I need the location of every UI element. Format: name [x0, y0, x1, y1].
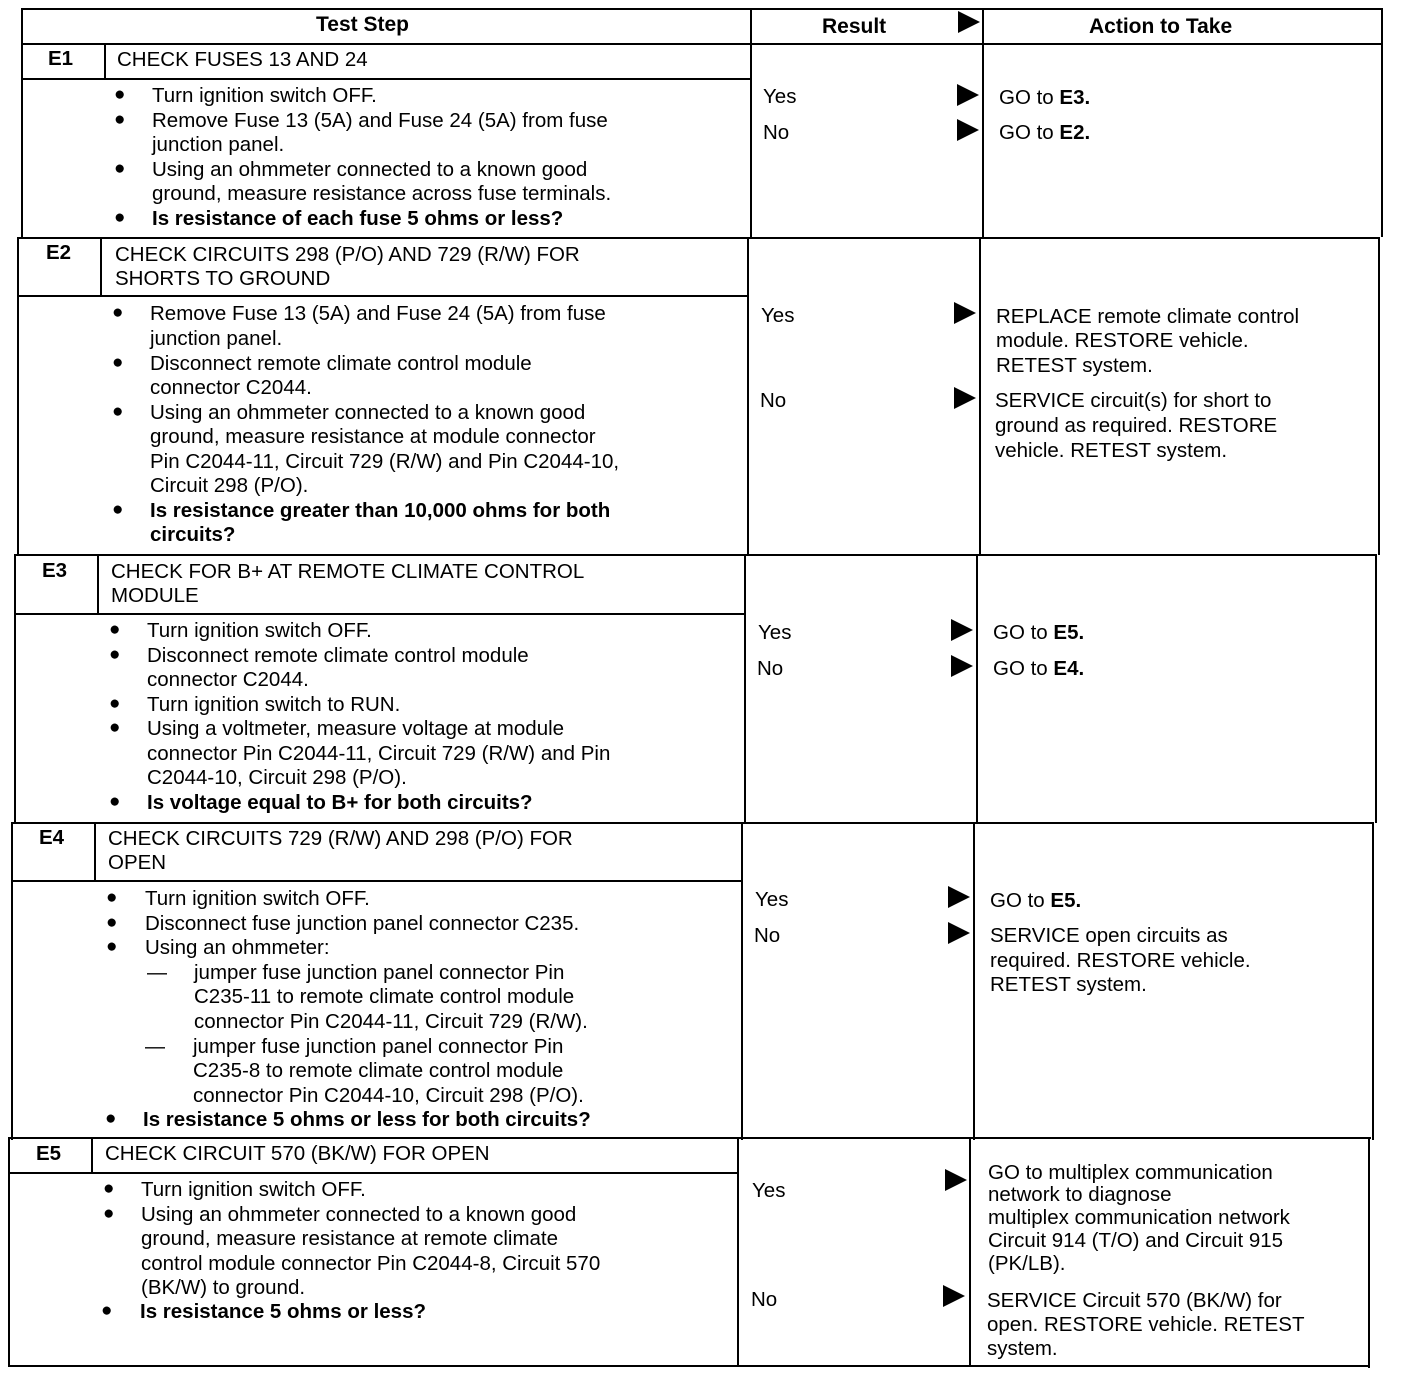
- table-right-border: [1378, 237, 1380, 555]
- title-underline: [8, 1172, 738, 1174]
- step-line: ground, measure resistance at module connector: [150, 425, 596, 448]
- bullet-icon: ●: [101, 1300, 113, 1321]
- action-line: module. RESTORE vehicle.: [996, 329, 1249, 352]
- step-question: Is resistance of each fuse 5 ohms or less?: [152, 207, 564, 230]
- step-id: E4: [39, 826, 65, 849]
- result-arrow-icon: [948, 886, 970, 908]
- result-arrow-icon: [951, 619, 973, 641]
- action-line: RETEST system.: [996, 354, 1153, 377]
- step-id-separator: [91, 1138, 93, 1173]
- bullet-icon: ●: [114, 109, 126, 130]
- result-yes: Yes: [761, 304, 795, 327]
- action-line: RETEST system.: [990, 973, 1147, 996]
- step-title: CHECK CIRCUIT 570 (BK/W) FOR OPEN: [105, 1142, 490, 1165]
- action-go-to-target: E3.: [1059, 86, 1091, 109]
- bullet-icon: ●: [112, 352, 124, 373]
- result-yes: Yes: [758, 621, 792, 644]
- bullet-icon: ●: [106, 912, 118, 933]
- result-arrow-icon: [954, 302, 976, 324]
- step-line: Turn ignition switch OFF.: [141, 1178, 366, 1201]
- step-line: C235-8 to remote climate control module: [193, 1059, 564, 1082]
- bullet-icon: ●: [109, 791, 121, 812]
- step-line: Turn ignition switch OFF.: [147, 619, 372, 642]
- step-line: connector Pin C2044-11, Circuit 729 (R/W) and Pin: [147, 742, 611, 765]
- result-column-separator: [741, 823, 743, 1140]
- action-line: vehicle. RETEST system.: [995, 439, 1228, 462]
- step-line: Disconnect fuse junction panel connector C235.: [145, 912, 580, 935]
- result-no: No: [754, 924, 781, 947]
- step-title: OPEN: [108, 851, 167, 874]
- step-id: E1: [48, 47, 74, 70]
- header-test-step: Test Step: [316, 13, 409, 36]
- step-line: Remove Fuse 13 (5A) and Fuse 24 (5A) from fuse: [152, 109, 608, 132]
- result-no: No: [757, 657, 784, 680]
- result-no: No: [760, 389, 787, 412]
- action-column-separator: [976, 555, 978, 823]
- action-go-to-target: E5.: [1053, 621, 1085, 644]
- action-go-to: [990, 889, 1081, 914]
- table-left-border: [17, 237, 19, 555]
- action-go-to-text: GO to: [993, 621, 1054, 644]
- step-title: CHECK CIRCUITS 298 (P/O) AND 729 (R/W) FOR: [115, 243, 580, 266]
- step-id-separator: [94, 823, 96, 881]
- step-line: connector Pin C2044-11, Circuit 729 (R/W).: [194, 1010, 588, 1033]
- table-right-border: [1381, 8, 1383, 237]
- action-go-to: [993, 657, 1084, 682]
- step-id: E3: [42, 559, 68, 582]
- step-line: Using a voltmeter, measure voltage at module: [147, 717, 565, 740]
- step-title: CHECK FOR B+ AT REMOTE CLIMATE CONTROL: [111, 560, 585, 583]
- step-question: Is resistance 5 ohms or less?: [140, 1300, 426, 1323]
- step-line: Disconnect remote climate control module: [150, 352, 532, 375]
- step-line: jumper fuse junction panel connector Pin: [193, 1035, 564, 1058]
- row-separator: [11, 822, 1374, 824]
- table-left-border: [11, 823, 13, 1140]
- action-line: REPLACE remote climate control: [996, 305, 1300, 328]
- action-line: GO to multiplex communication: [988, 1161, 1273, 1184]
- step-line: connector Pin C2044-10, Circuit 298 (P/O).: [193, 1084, 584, 1107]
- step-line: Disconnect remote climate control module: [147, 644, 529, 667]
- action-line: Circuit 914 (T/O) and Circuit 915: [988, 1229, 1284, 1252]
- result-arrow-icon: [945, 1169, 967, 1191]
- row-separator: [17, 237, 1380, 239]
- action-column-separator: [982, 8, 984, 237]
- bullet-icon: ●: [114, 84, 126, 105]
- header-bottom-border: [21, 43, 1383, 45]
- action-line: required. RESTORE vehicle.: [990, 949, 1251, 972]
- bullet-icon: ●: [109, 693, 121, 714]
- step-line: Using an ohmmeter connected to a known good: [150, 401, 586, 424]
- step-line: control module connector Pin C2044-8, Circuit 570: [141, 1252, 601, 1275]
- table-top-border: [21, 8, 1383, 10]
- result-arrow-icon: [951, 655, 973, 677]
- result-column-separator: [744, 555, 746, 823]
- result-arrow-icon: [943, 1285, 965, 1307]
- action-go-to: [999, 121, 1090, 146]
- bullet-icon: ●: [109, 717, 121, 738]
- bullet-icon: ●: [103, 1203, 115, 1224]
- step-line: C235-11 to remote climate control module: [194, 985, 575, 1008]
- result-no: No: [751, 1288, 778, 1311]
- step-question: Is resistance greater than 10,000 ohms for both: [150, 499, 611, 522]
- bullet-icon: ●: [105, 1108, 117, 1129]
- step-line: ground, measure resistance at remote climate: [141, 1227, 559, 1250]
- step-id-separator: [104, 43, 106, 79]
- table-left-border: [21, 8, 23, 237]
- step-line: Turn ignition switch OFF.: [152, 84, 377, 107]
- table-left-border: [14, 555, 16, 823]
- step-title: MODULE: [111, 584, 199, 607]
- result-yes: Yes: [763, 85, 797, 108]
- dash-icon: —: [145, 1036, 165, 1058]
- action-go-to-text: GO to: [999, 86, 1060, 109]
- table-bottom-border: [8, 1365, 1370, 1367]
- table-right-border: [1368, 1138, 1370, 1368]
- bullet-icon: ●: [112, 302, 124, 323]
- step-question: Is resistance 5 ohms or less for both circuits?: [143, 1108, 591, 1131]
- step-line: jumper fuse junction panel connector Pin: [194, 961, 565, 984]
- step-title: SHORTS TO GROUND: [115, 267, 331, 290]
- title-underline: [17, 295, 748, 297]
- step-line: connector C2044.: [147, 668, 309, 691]
- step-line: junction panel.: [150, 327, 283, 350]
- action-go-to-target: E2.: [1059, 121, 1091, 144]
- result-arrow-icon: [954, 387, 976, 409]
- step-line: ground, measure resistance across fuse terminals.: [152, 182, 612, 205]
- bullet-icon: ●: [109, 619, 121, 640]
- action-column-separator: [973, 823, 975, 1140]
- step-id: E2: [46, 241, 72, 264]
- step-id-separator: [97, 555, 99, 614]
- action-line: multiplex communication network: [988, 1206, 1290, 1229]
- step-id-separator: [100, 237, 102, 296]
- action-go-to-text: GO to: [990, 889, 1051, 912]
- step-line: Turn ignition switch to RUN.: [147, 693, 401, 716]
- action-go-to-text: GO to: [993, 657, 1054, 680]
- step-line: Circuit 298 (P/O).: [150, 474, 309, 497]
- action-go-to: [993, 621, 1084, 646]
- result-column-separator: [750, 8, 752, 237]
- action-go-to-target: E4.: [1053, 657, 1085, 680]
- step-line: junction panel.: [152, 133, 285, 156]
- header-action-to-take: Action to Take: [1089, 15, 1233, 38]
- bullet-icon: ●: [106, 936, 118, 957]
- step-line: Pin C2044-11, Circuit 729 (R/W) and Pin C2044-10,: [150, 450, 620, 473]
- action-line: SERVICE circuit(s) for short to: [995, 389, 1272, 412]
- title-underline: [14, 613, 745, 615]
- result-arrow-icon: [957, 84, 979, 106]
- step-title: CHECK CIRCUITS 729 (R/W) AND 298 (P/O) FOR: [108, 827, 573, 850]
- bullet-icon: ●: [112, 401, 124, 422]
- step-question: Is voltage equal to B+ for both circuits?: [147, 791, 533, 814]
- table-right-border: [1375, 555, 1377, 823]
- step-line: C2044-10, Circuit 298 (P/O).: [147, 766, 407, 789]
- action-go-to: [999, 86, 1090, 111]
- action-line: system.: [987, 1337, 1058, 1360]
- action-line: ground as required. RESTORE: [995, 414, 1278, 437]
- action-go-to-text: GO to: [999, 121, 1060, 144]
- action-column-separator: [969, 1138, 971, 1366]
- action-line: network to diagnose: [988, 1183, 1172, 1206]
- bullet-icon: ●: [114, 158, 126, 179]
- step-id: E5: [36, 1142, 62, 1165]
- title-underline: [21, 78, 751, 80]
- action-line: SERVICE Circuit 570 (BK/W) for: [987, 1289, 1282, 1312]
- title-underline: [11, 880, 742, 882]
- step-line: Turn ignition switch OFF.: [145, 887, 370, 910]
- action-column-separator: [979, 237, 981, 555]
- bullet-icon: ●: [103, 1178, 115, 1199]
- result-yes: Yes: [752, 1179, 786, 1202]
- bullet-icon: ●: [109, 644, 121, 665]
- table-right-border: [1372, 823, 1374, 1140]
- bullet-icon: ●: [114, 207, 126, 228]
- action-line: (PK/LB).: [988, 1252, 1066, 1275]
- result-column-separator: [747, 237, 749, 555]
- step-line: Using an ohmmeter:: [145, 936, 330, 959]
- result-no: No: [763, 121, 790, 144]
- action-line: SERVICE open circuits as: [990, 924, 1228, 947]
- bullet-icon: ●: [112, 499, 124, 520]
- action-line: open. RESTORE vehicle. RETEST: [987, 1313, 1305, 1336]
- action-go-to-target: E5.: [1050, 889, 1082, 912]
- header-arrow-icon: [958, 11, 980, 33]
- row-separator: [14, 554, 1377, 556]
- step-line: (BK/W) to ground.: [141, 1276, 306, 1299]
- step-line: Remove Fuse 13 (5A) and Fuse 24 (5A) from fuse: [150, 302, 606, 325]
- result-yes: Yes: [755, 888, 789, 911]
- step-line: Using an ohmmeter connected to a known good: [141, 1203, 577, 1226]
- step-title: CHECK FUSES 13 AND 24: [117, 48, 368, 71]
- dash-icon: —: [147, 962, 167, 984]
- step-line: connector C2044.: [150, 376, 312, 399]
- result-arrow-icon: [948, 922, 970, 944]
- step-line: Using an ohmmeter connected to a known good: [152, 158, 588, 181]
- header-result: Result: [822, 15, 887, 38]
- row-separator: [8, 1137, 1371, 1139]
- result-arrow-icon: [957, 119, 979, 141]
- step-question: circuits?: [150, 523, 236, 546]
- bullet-icon: ●: [106, 887, 118, 908]
